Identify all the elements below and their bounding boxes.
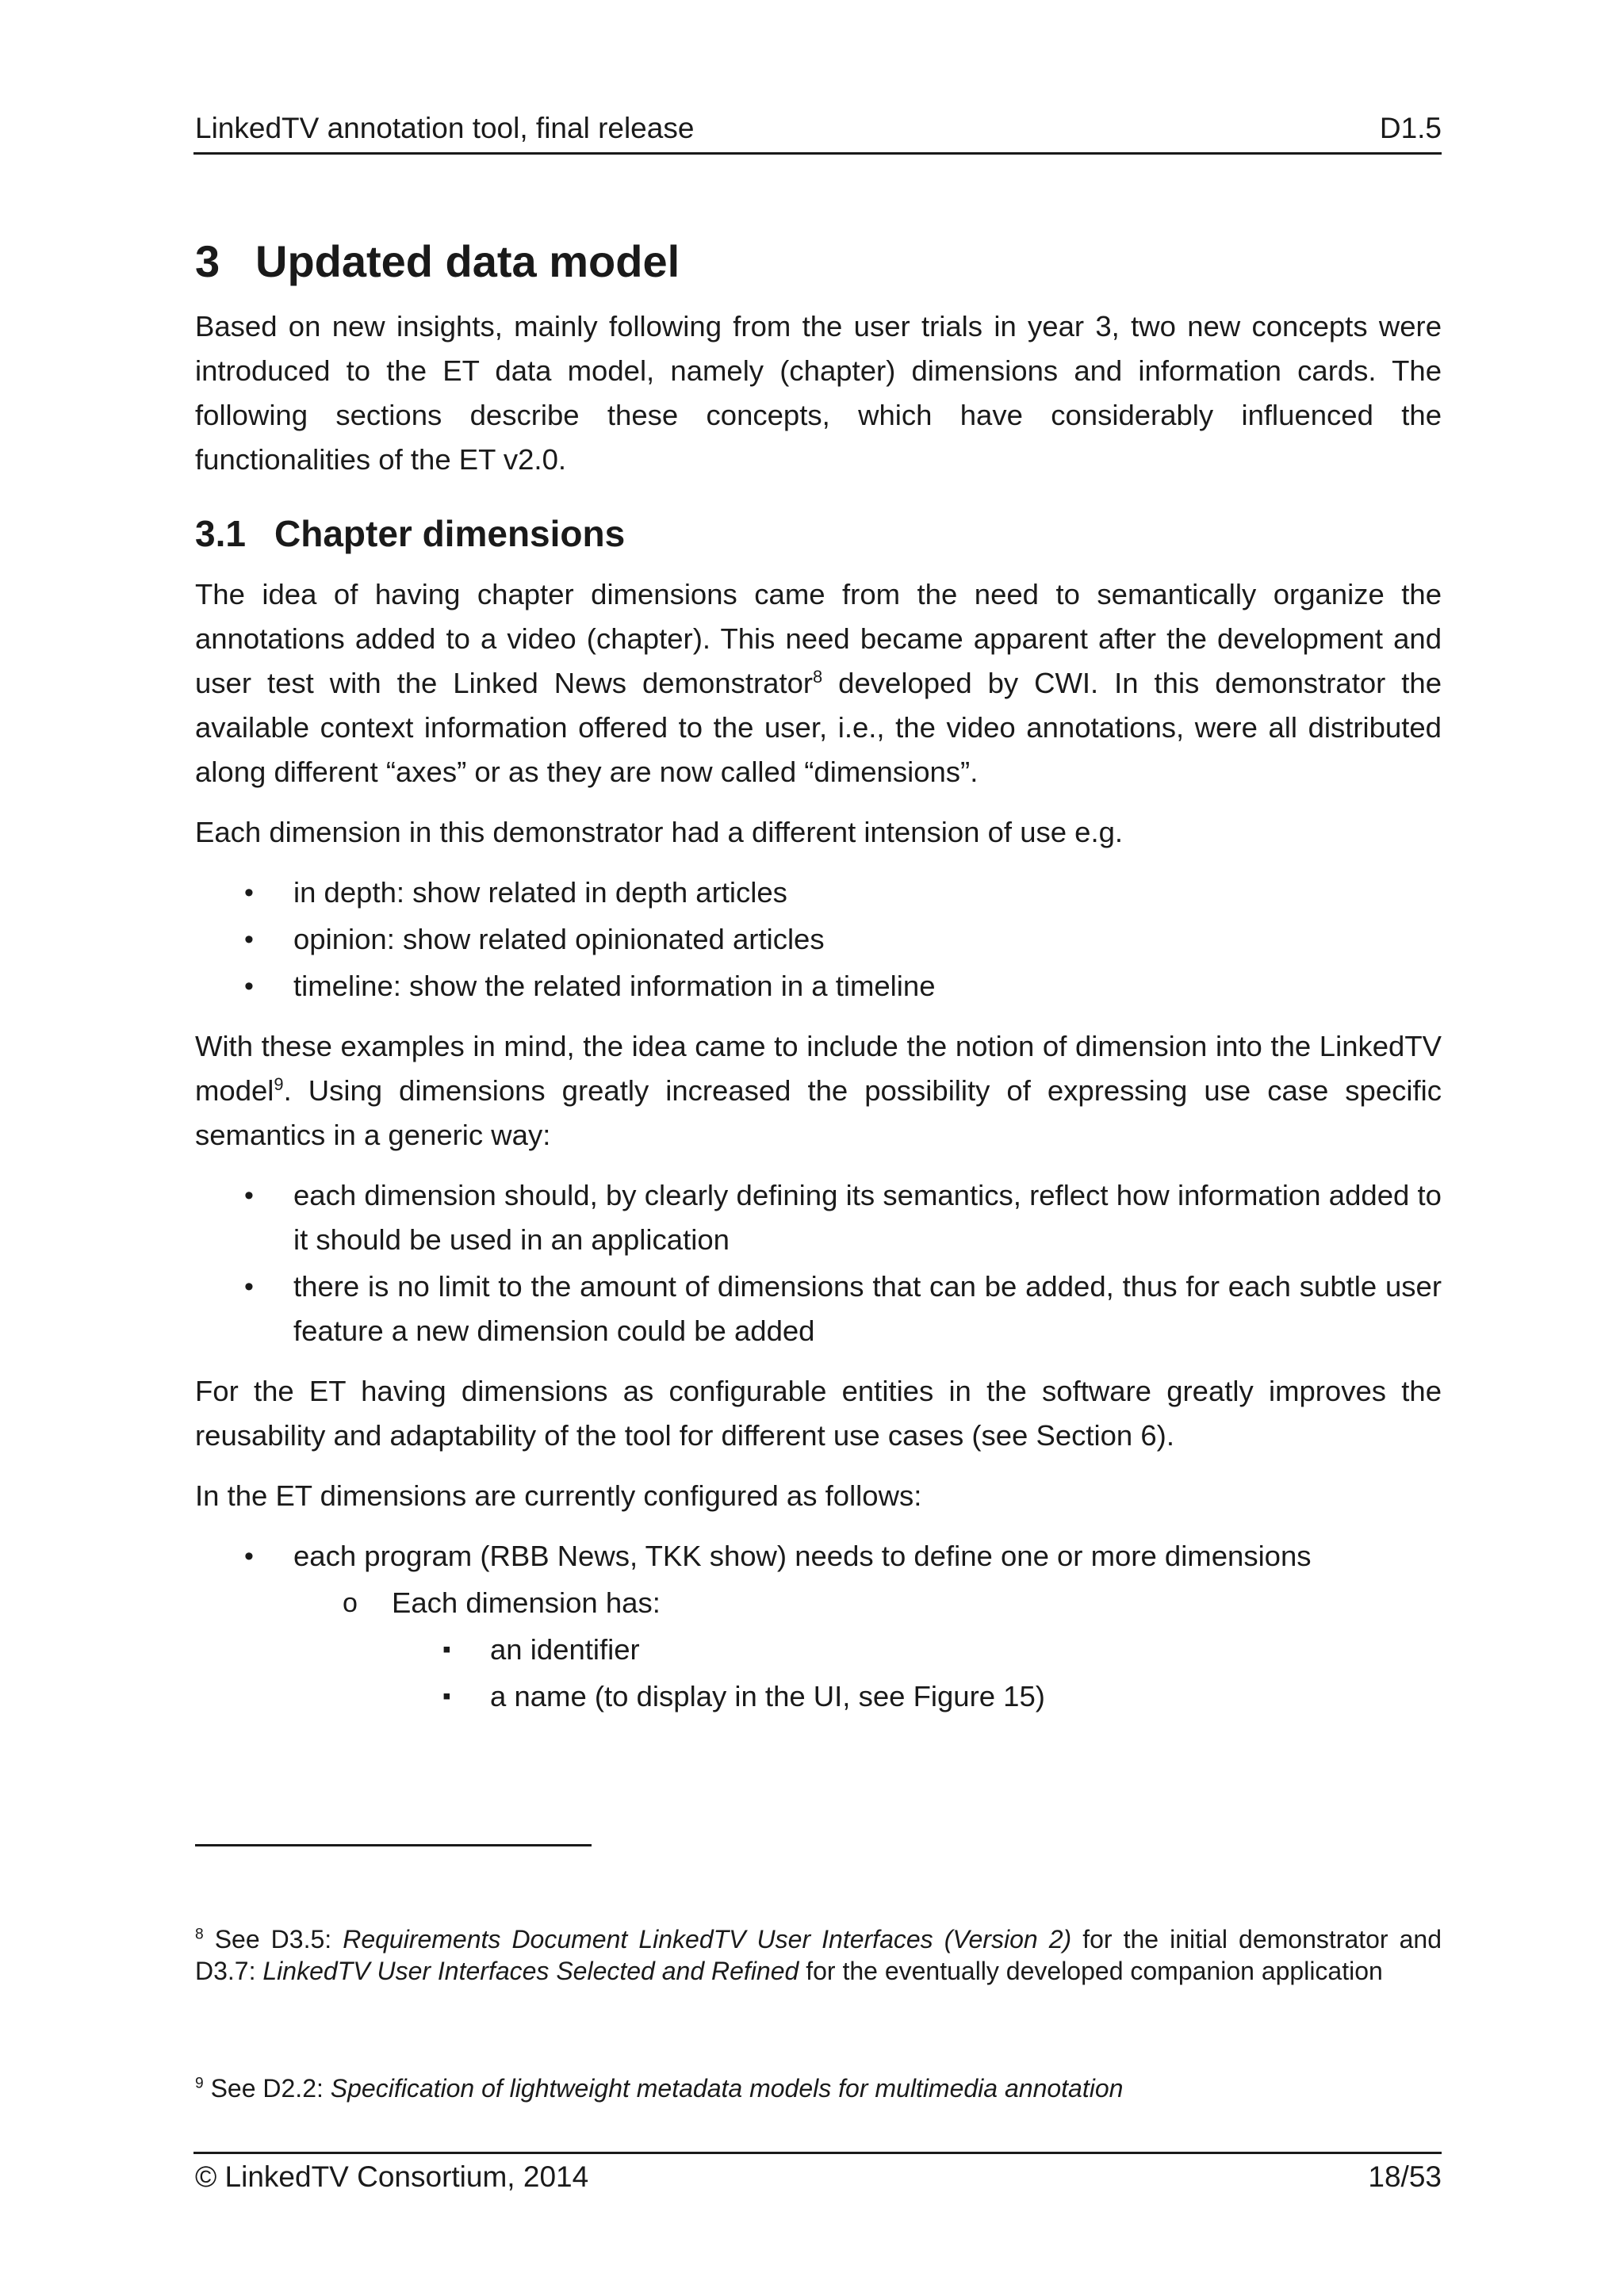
list-item xyxy=(195,917,1442,962)
footnote-separator xyxy=(195,1844,592,1846)
square-bullet-icon: ▪ xyxy=(442,1636,451,1663)
footnote-8 xyxy=(195,1923,1442,1987)
footnote-mark: 9 xyxy=(195,2075,204,2092)
list-item-text: each program (RBB News, TKK show) needs to define one or more dimensions xyxy=(293,1540,1312,1572)
list-item xyxy=(195,1674,1442,1719)
list-item-text: opinion: show related opinionated articles xyxy=(293,923,825,955)
footnote-text: for the eventually developed companion application xyxy=(799,1957,1383,1985)
section-title: Updated data model xyxy=(255,236,680,286)
circle-bullet-icon: o xyxy=(343,1588,358,1618)
subsection-number: 3.1 xyxy=(195,513,246,554)
footer-page-number: 18/53 xyxy=(1368,2160,1442,2193)
list-item xyxy=(195,1173,1442,1262)
footnote-citation: Specification of lightweight metadata models for multimedia annotation xyxy=(330,2074,1124,2103)
footnote-text: See D3.5: xyxy=(203,1925,343,1954)
footnote-ref-9: 9 xyxy=(274,1073,284,1094)
square-bullet-icon: ▪ xyxy=(442,1683,451,1709)
subsection-heading xyxy=(195,498,1442,569)
page-body xyxy=(195,222,1442,1735)
list-item xyxy=(195,964,1442,1008)
list-item-text: a name (to display in the UI, see Figure 15) xyxy=(490,1680,1045,1712)
paragraph-text: . Using dimensions greatly increased the possibility of expressing use case specific semantics in a generic way: xyxy=(195,1074,1442,1151)
paragraph-text: developed by CWI. In this demonstrator the available context information offered to the user, i.e., the video annotations, were all distributed along different “axes” or as they are now called “dimensions”. xyxy=(195,667,1442,788)
list-item-text: in depth: show related in depth articles xyxy=(293,876,787,909)
list-item xyxy=(195,1265,1442,1353)
paragraph-configuration-intro: In the ET dimensions are currently configured as follows: xyxy=(195,1479,922,1512)
bullet-icon: • xyxy=(244,924,254,955)
paragraph-configurable-entities: For the ET having dimensions as configurable entities in the software greatly improves the reusability and adaptability of the tool for different use cases (see Section 6). xyxy=(195,1375,1442,1452)
footnote-citation: Requirements Document LinkedTV User Interfaces (Version 2) xyxy=(343,1925,1072,1954)
dimension-semantics-list xyxy=(195,1173,1442,1353)
footnote-mark: 8 xyxy=(195,1926,204,1943)
footnote-9 xyxy=(195,2072,1442,2104)
list-item xyxy=(195,1534,1442,1578)
paragraph-dimensions-origin xyxy=(195,572,1442,794)
bullet-icon: • xyxy=(244,1541,254,1571)
bullet-icon: • xyxy=(244,1181,254,1211)
list-item-text: Each dimension has: xyxy=(392,1586,661,1619)
subsection-title: Chapter dimensions xyxy=(274,513,626,554)
list-item xyxy=(195,871,1442,915)
list-item-text: an identifier xyxy=(490,1633,640,1666)
section-number: 3 xyxy=(195,236,220,286)
footnote-text: See D2.2: xyxy=(203,2074,331,2103)
section-intro-paragraph: Based on new insights, mainly following from the user trials in year 3, two new concepts were introduced to the ET data model, namely (chapter) dimensions and information cards. The following sections describe these concepts, which have considerably influenced the functionalities of the ET v2.0. xyxy=(195,310,1442,476)
footnote-citation: LinkedTV User Interfaces Selected and Refined xyxy=(262,1957,799,1985)
dimension-examples-list xyxy=(195,871,1442,1008)
header-title: LinkedTV annotation tool, final release xyxy=(195,112,695,144)
list-item-text: timeline: show the related information in a timeline xyxy=(293,970,936,1002)
dimension-configuration-list xyxy=(195,1534,1442,1719)
page-footer xyxy=(193,2152,1442,2193)
page-header xyxy=(193,111,1442,155)
list-item xyxy=(195,1628,1442,1672)
paragraph-text: With these examples in mind, the idea came to include the notion of dimension into the LinkedTV model xyxy=(195,1030,1442,1107)
section-heading xyxy=(195,222,1442,301)
list-item-text: there is no limit to the amount of dimensions that can be added, thus for each subtle user feature a new dimension could be added xyxy=(293,1270,1442,1347)
footnote-text: for the initial demonstrator and D3.7: xyxy=(195,1925,1442,1985)
list-item xyxy=(195,1581,1442,1625)
paragraph-dimension-uses: Each dimension in this demonstrator had a different intension of use e.g. xyxy=(195,816,1124,848)
header-doc-id: D1.5 xyxy=(1379,112,1442,144)
footnote-ref-8: 8 xyxy=(813,666,823,687)
footer-copyright: © LinkedTV Consortium, 2014 xyxy=(195,2160,589,2193)
bullet-icon: • xyxy=(244,1272,254,1302)
bullet-icon: • xyxy=(244,878,254,908)
paragraph-text: The idea of having chapter dimensions came from the need to semantically organize the annotations added to a video (chapter). This need became apparent after the development and user test with the Linked News demonstrator xyxy=(195,578,1442,699)
bullet-icon: • xyxy=(244,971,254,1001)
list-item-text: each dimension should, by clearly defining its semantics, reflect how information added to it should be used in an application xyxy=(293,1179,1442,1256)
paragraph-linkedtv-model xyxy=(195,1024,1442,1158)
